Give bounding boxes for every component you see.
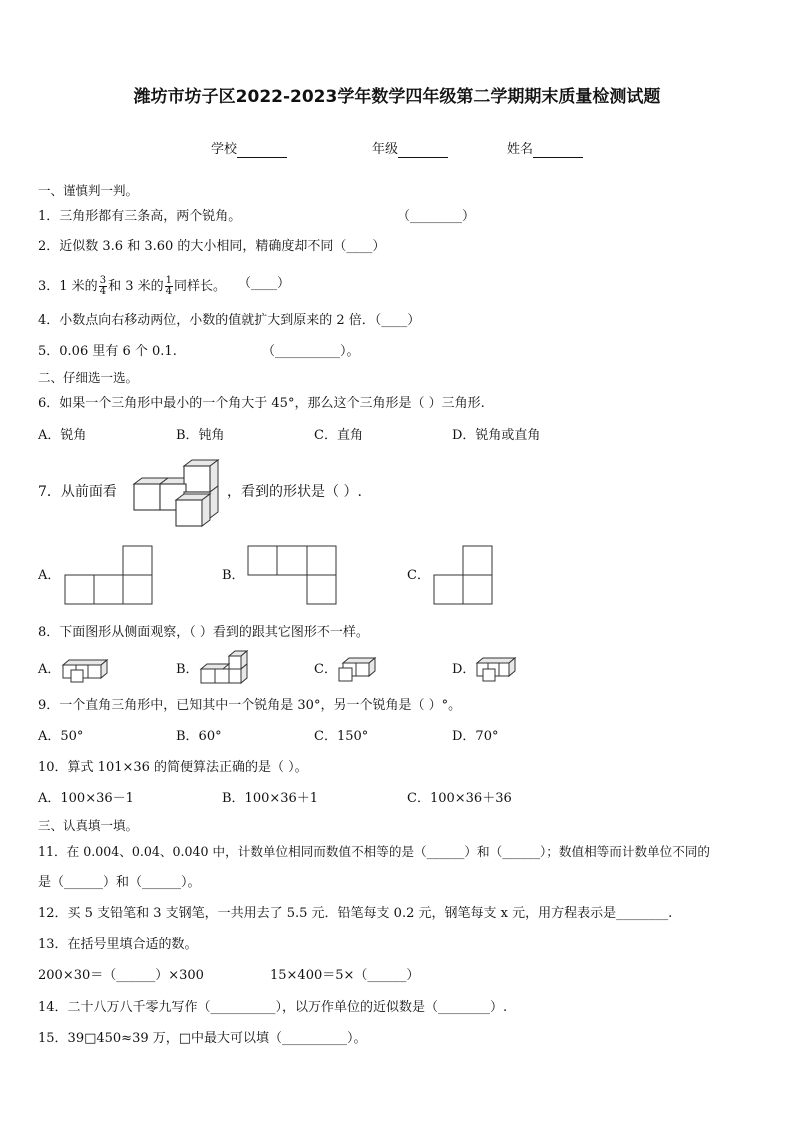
question-10: 10．算式 101×36 的简便算法正确的是（ ）。 (38, 760, 308, 775)
grade-field[interactable] (372, 142, 448, 158)
q10-option-b[interactable]: B．100×36＋1 (222, 791, 319, 806)
fraction-denominator: 4 (165, 286, 172, 297)
section-heading-3: 三、认真填一填。 (38, 818, 139, 833)
fraction-denominator: 4 (99, 286, 107, 297)
name-field[interactable] (507, 142, 583, 158)
question-8: 8．下面图形从侧面观察，（ ）看到的跟其它图形不一样。 (38, 625, 369, 640)
q9-option-b[interactable]: B．60° (176, 729, 222, 744)
fraction-3-4 (99, 276, 107, 297)
question-13: 13．在括号里填合适的数。 (38, 937, 198, 952)
q13-part-b[interactable]: 15×400＝5×（______） (270, 968, 420, 983)
question-5: 5．0.06 里有 6 个 0.1. (38, 344, 177, 359)
question-12: 12．买 5 支铅笔和 3 支钢笔，一共用去了 5.5 元．铅笔每支 0.2 元，钢笔每支 x 元，用方程表示是________. (38, 906, 673, 921)
q8-option-b-figure[interactable] (199, 650, 251, 686)
answer-paren-1[interactable]: （________） (397, 209, 476, 224)
q7-option-b[interactable]: B． (222, 568, 245, 583)
q7-option-b-shape[interactable] (247, 545, 339, 607)
question-7-pre: 7．从前面看 (38, 484, 117, 500)
question-14: 14．二十八万八千零九写作（__________），以万作单位的近似数是（________）. (38, 1000, 508, 1015)
grade-label: 年级 (372, 142, 399, 157)
question-11-line2: 是（______）和（______）。 (38, 875, 201, 890)
question-1: 1．三角形都有三条高，两个锐角。 (38, 209, 242, 224)
q8-option-d-figure[interactable] (475, 655, 519, 683)
fraction-1-4 (165, 276, 173, 297)
answer-paren-3[interactable]: （____） (238, 276, 291, 291)
q9-option-c[interactable]: C．150° (314, 729, 369, 744)
page-title: 潍坊市坊子区2022-2023学年数学四年级第二学期期末质量检测试题 (133, 87, 661, 107)
question-11-line1: 11．在 0.004、0.04、0.040 中，计数单位相同而数值不相等的是（______）和（______）；数值相等而计数单位不同的 (38, 844, 711, 859)
question-3 (38, 276, 226, 297)
q6-option-b[interactable]: B．钝角 (176, 428, 225, 443)
q8-option-b[interactable]: B． (176, 662, 199, 677)
q8-option-d[interactable]: D． (452, 662, 476, 677)
section-heading-2: 二、仔细选一选。 (38, 370, 139, 385)
q6-option-a[interactable]: A．锐角 (38, 428, 87, 443)
q10-option-a[interactable]: A．100×36－1 (38, 791, 134, 806)
q8-option-a[interactable]: A． (38, 662, 61, 677)
q6-option-c[interactable]: C．直角 (314, 428, 363, 443)
q7-cube-figure (130, 458, 222, 528)
grade-blank[interactable] (398, 144, 448, 158)
q6-option-d[interactable]: D．锐角或直角 (452, 428, 541, 443)
question-6: 6．如果一个三角形中最小的一个角大于 45°，那么这个三角形是（ ）三角形. (38, 396, 485, 411)
section-heading-1: 一、谨慎判一判。 (38, 183, 139, 198)
question-9: 9．一个直角三角形中，已知其中一个锐角是 30°，另一个锐角是（ ）°。 (38, 698, 462, 713)
school-label: 学校 (211, 142, 238, 157)
school-field[interactable] (211, 142, 287, 158)
question-7-post: ，看到的形状是（ ）. (227, 484, 362, 500)
q10-option-c[interactable]: C．100×36＋36 (407, 791, 512, 806)
fraction-numerator: 1 (165, 275, 172, 286)
q9-option-d[interactable]: D．70° (452, 729, 499, 744)
q8-option-c[interactable]: C． (314, 662, 337, 677)
q8-option-a-figure[interactable] (61, 655, 111, 683)
question-2: 2．近似数 3.6 和 3.60 的大小相同，精确度却不同（____） (38, 239, 386, 254)
school-blank[interactable] (237, 144, 287, 158)
q3-post: 同样长。 (173, 279, 226, 294)
q3-pre: 3．1 米的 (38, 279, 98, 294)
fraction-numerator: 3 (99, 275, 107, 286)
answer-paren-5[interactable]: （__________）。 (262, 344, 360, 359)
question-15: 15．39□450≈39 万，□中最大可以填（__________）。 (38, 1031, 367, 1046)
q7-option-a-shape[interactable] (64, 545, 154, 607)
q7-option-c[interactable]: C． (407, 568, 430, 583)
question-4: 4．小数点向右移动两位，小数的值就扩大到原来的 2 倍．（____） (38, 313, 421, 328)
q7-option-a[interactable]: A． (38, 568, 61, 583)
q7-option-c-shape[interactable] (433, 545, 495, 607)
q9-option-a[interactable]: A．50° (38, 729, 84, 744)
q3-mid: 和 3 米的 (108, 279, 164, 294)
q8-option-c-figure[interactable] (337, 655, 379, 683)
name-label: 姓名 (507, 142, 534, 157)
name-blank[interactable] (533, 144, 583, 158)
q13-part-a[interactable]: 200×30＝（______）×300 (38, 968, 204, 983)
